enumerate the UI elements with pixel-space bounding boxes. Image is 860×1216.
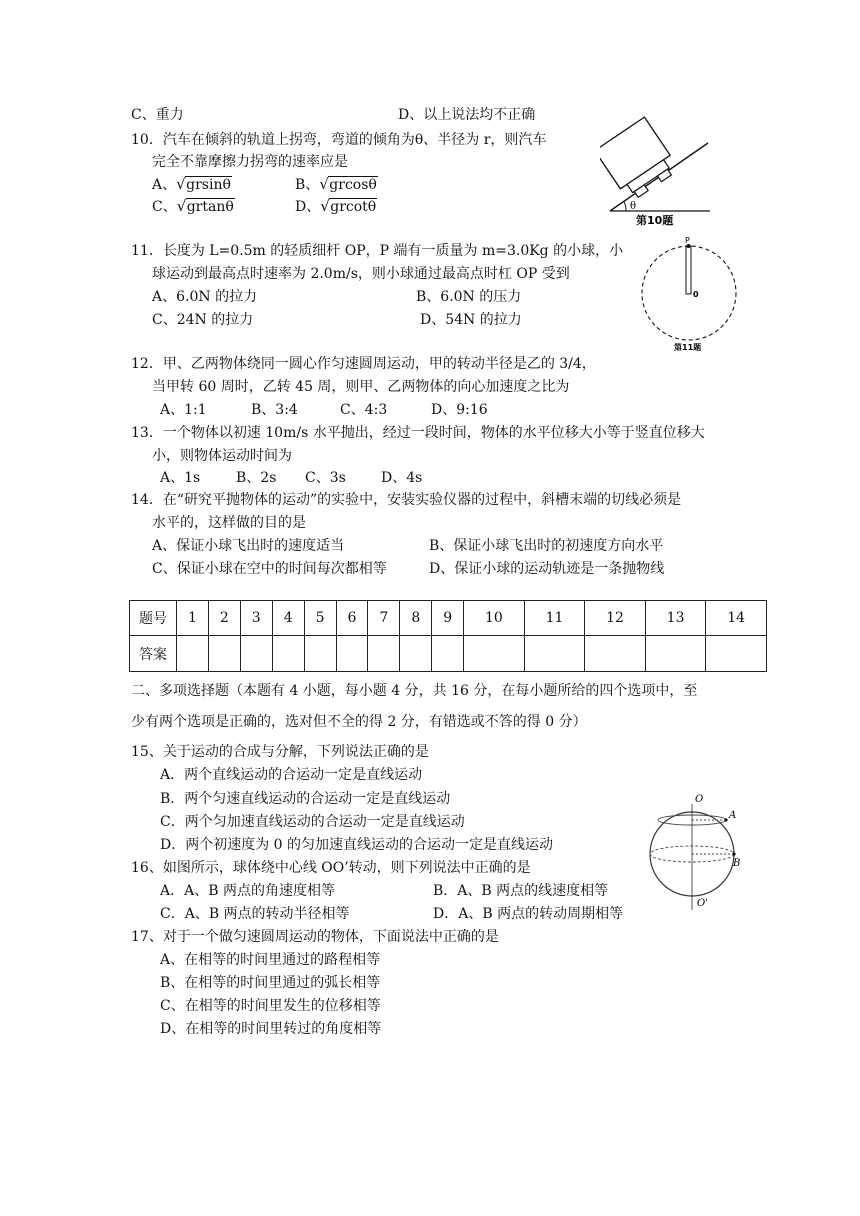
table-number-cell: 1 xyxy=(177,601,209,636)
q10-option-a: A、√ grsinθ xyxy=(152,176,232,194)
table-number-cell: 13 xyxy=(645,601,706,636)
answer-cell[interactable] xyxy=(464,636,525,672)
q11-label-o: 0 xyxy=(693,290,699,299)
q11-option-b: B、6.0N 的压力 xyxy=(416,289,522,305)
q14-option-a: A、保证小球飞出时的速度适当 xyxy=(152,538,345,554)
q17-option-d: D、在相等的时间里转过的角度相等 xyxy=(160,1021,382,1037)
table-number-cell: 10 xyxy=(464,601,525,636)
q11-label-p: P xyxy=(685,236,690,245)
table-number-cell: 5 xyxy=(304,601,336,636)
answer-table-answer-row xyxy=(130,636,767,672)
answer-cell[interactable] xyxy=(177,636,209,672)
section2-instructions-line1: 二、多项选择题（本题有 4 小题，每小题 4 分，共 16 分，在每小题所给的四个选项中，至 xyxy=(131,683,698,699)
q11-option-c: C、24N 的拉力 xyxy=(152,312,254,328)
table-number-cell: 9 xyxy=(432,601,464,636)
q16-stem: 16、如图所示，球体绕中心线 OO’转动，则下列说法中正确的是 xyxy=(131,860,531,876)
q14-option-c: C、保证小球在空中的时间每次都相等 xyxy=(152,561,387,577)
answer-cell[interactable] xyxy=(368,636,400,672)
q16-label-o: O xyxy=(695,794,704,805)
q9-option-d: D、以上说法均不正确 xyxy=(398,107,536,123)
q15-stem: 15、关于运动的合成与分解，下列说法正确的是 xyxy=(131,744,429,760)
q13-stem-line1: 13．一个物体以初速 10m/s 水平抛出，经过一段时间，物体的水平位移大小等于竖直位移大 xyxy=(131,425,705,441)
table-number-cell: 14 xyxy=(706,601,767,636)
q12-stem-line1: 12．甲、乙两物体绕同一圆心作匀速圆周运动，甲的转动半径是乙的 3/4， xyxy=(131,356,596,372)
table-number-cell: 4 xyxy=(272,601,304,636)
q15-option-b: B．两个匀速直线运动的合运动一定是直线运动 xyxy=(160,791,451,807)
answer-cell[interactable] xyxy=(208,636,240,672)
q9-option-c: C、重力 xyxy=(131,107,184,123)
answer-cell[interactable] xyxy=(706,636,767,672)
q10-option-d: D、√ grcotθ xyxy=(295,198,377,216)
q11-stem-line1: 11．长度为 L=0.5m 的轻质细杆 OP，P 端有一质量为 m=3.0Kg 的小球，小 xyxy=(131,243,624,259)
answer-cell[interactable] xyxy=(524,636,585,672)
table-number-cell: 6 xyxy=(336,601,368,636)
q17-option-a: A、在相等的时间里通过的路程相等 xyxy=(160,952,381,968)
q15-option-d: D．两个初速度为 0 的匀加速直线运动的合运动一定是直线运动 xyxy=(160,837,554,853)
q12-option-c: C、4:3 xyxy=(340,402,388,418)
q10-stem-line1: 10．汽车在倾斜的轨道上拐弯，弯道的倾角为θ、半径为 r，则汽车 xyxy=(131,132,547,148)
q13-option-d: D、4s xyxy=(381,470,423,486)
q17-stem: 17、对于一个做匀速圆周运动的物体，下面说法中正确的是 xyxy=(131,929,499,945)
answer-table xyxy=(129,600,767,672)
table-label-question-number: 题号 xyxy=(130,601,177,636)
q15-option-a: A．两个直线运动的合运动一定是直线运动 xyxy=(160,767,423,783)
q17-option-c: C、在相等的时间里发生的位移相等 xyxy=(160,998,381,1014)
q14-stem-line1: 14．在“研究平抛物体的运动”的实验中，安装实验仪器的过程中，斜槽末端的切线必须是 xyxy=(131,492,682,508)
q10-option-b: B、√ grcosθ xyxy=(295,176,378,194)
answer-cell[interactable] xyxy=(272,636,304,672)
table-number-cell: 7 xyxy=(368,601,400,636)
q15-option-c: C．两个匀加速直线运动的合运动一定是直线运动 xyxy=(160,814,465,830)
q13-option-a: A、1s xyxy=(160,470,201,486)
section2-instructions-line2: 少有两个选项是正确的，选对但不全的得 2 分，有错选或不答的得 0 分） xyxy=(131,714,587,730)
table-number-cell: 2 xyxy=(208,601,240,636)
q14-option-d: D、保证小球的运动轨迹是一条抛物线 xyxy=(429,561,665,577)
q11-figure-circle-rod xyxy=(634,233,746,353)
q11-caption: 第11题 xyxy=(674,343,702,352)
answer-table-header-row xyxy=(130,601,767,636)
q10-caption: 第10题 xyxy=(636,214,674,226)
answer-cell[interactable] xyxy=(432,636,464,672)
table-number-cell: 11 xyxy=(524,601,585,636)
q17-option-b: B、在相等的时间里通过的弧长相等 xyxy=(160,975,381,991)
q11-option-a: A、6.0N 的拉力 xyxy=(152,289,258,305)
answer-cell[interactable] xyxy=(585,636,646,672)
q16-option-b: B．A、B 两点的线速度相等 xyxy=(433,883,609,899)
answer-cell[interactable] xyxy=(336,636,368,672)
q13-option-b: B、2s xyxy=(236,470,277,486)
q11-stem-line2: 球运动到最高点时速率为 2.0m/s，则小球通过最高点时杠 OP 受到 xyxy=(152,266,570,282)
table-number-cell: 3 xyxy=(240,601,272,636)
answer-cell[interactable] xyxy=(400,636,432,672)
table-number-cell: 8 xyxy=(400,601,432,636)
q16-option-c: C．A、B 两点的转动半径相等 xyxy=(160,906,350,922)
table-label-answer: 答案 xyxy=(130,636,177,672)
answer-cell[interactable] xyxy=(645,636,706,672)
q10-angle-label: θ xyxy=(630,201,637,212)
q13-option-c: C、3s xyxy=(305,470,346,486)
q16-label-o-prime: O' xyxy=(697,898,708,909)
q16-label-a: A xyxy=(729,810,737,821)
answer-cell[interactable] xyxy=(240,636,272,672)
q16-label-b: B xyxy=(733,858,741,869)
q10-figure-banked-car xyxy=(600,108,720,226)
answer-cell[interactable] xyxy=(304,636,336,672)
q12-option-b: B、3:4 xyxy=(251,402,298,418)
q12-option-a: A、1:1 xyxy=(160,402,207,418)
q12-option-d: D、9:16 xyxy=(431,402,488,418)
q14-option-b: B、保证小球飞出时的初速度方向水平 xyxy=(429,538,664,554)
table-number-cell: 12 xyxy=(585,601,646,636)
q16-option-a: A．A、B 两点的角速度相等 xyxy=(160,883,335,899)
q16-option-d: D．A、B 两点的转动周期相等 xyxy=(433,906,624,922)
q10-stem-line2: 完全不靠摩擦力拐弯的速率应是 xyxy=(152,154,348,170)
q14-stem-line2: 水平的，这样做的目的是 xyxy=(152,515,306,531)
q12-stem-line2: 当甲转 60 周时，乙转 45 周，则甲、乙两物体的向心加速度之比为 xyxy=(152,379,570,395)
q13-stem-line2: 小，则物体运动时间为 xyxy=(152,448,292,464)
q11-option-d: D、54N 的拉力 xyxy=(420,312,522,328)
q16-figure-rotating-sphere xyxy=(648,790,748,914)
q10-option-c: C、√ grtanθ xyxy=(152,198,235,216)
